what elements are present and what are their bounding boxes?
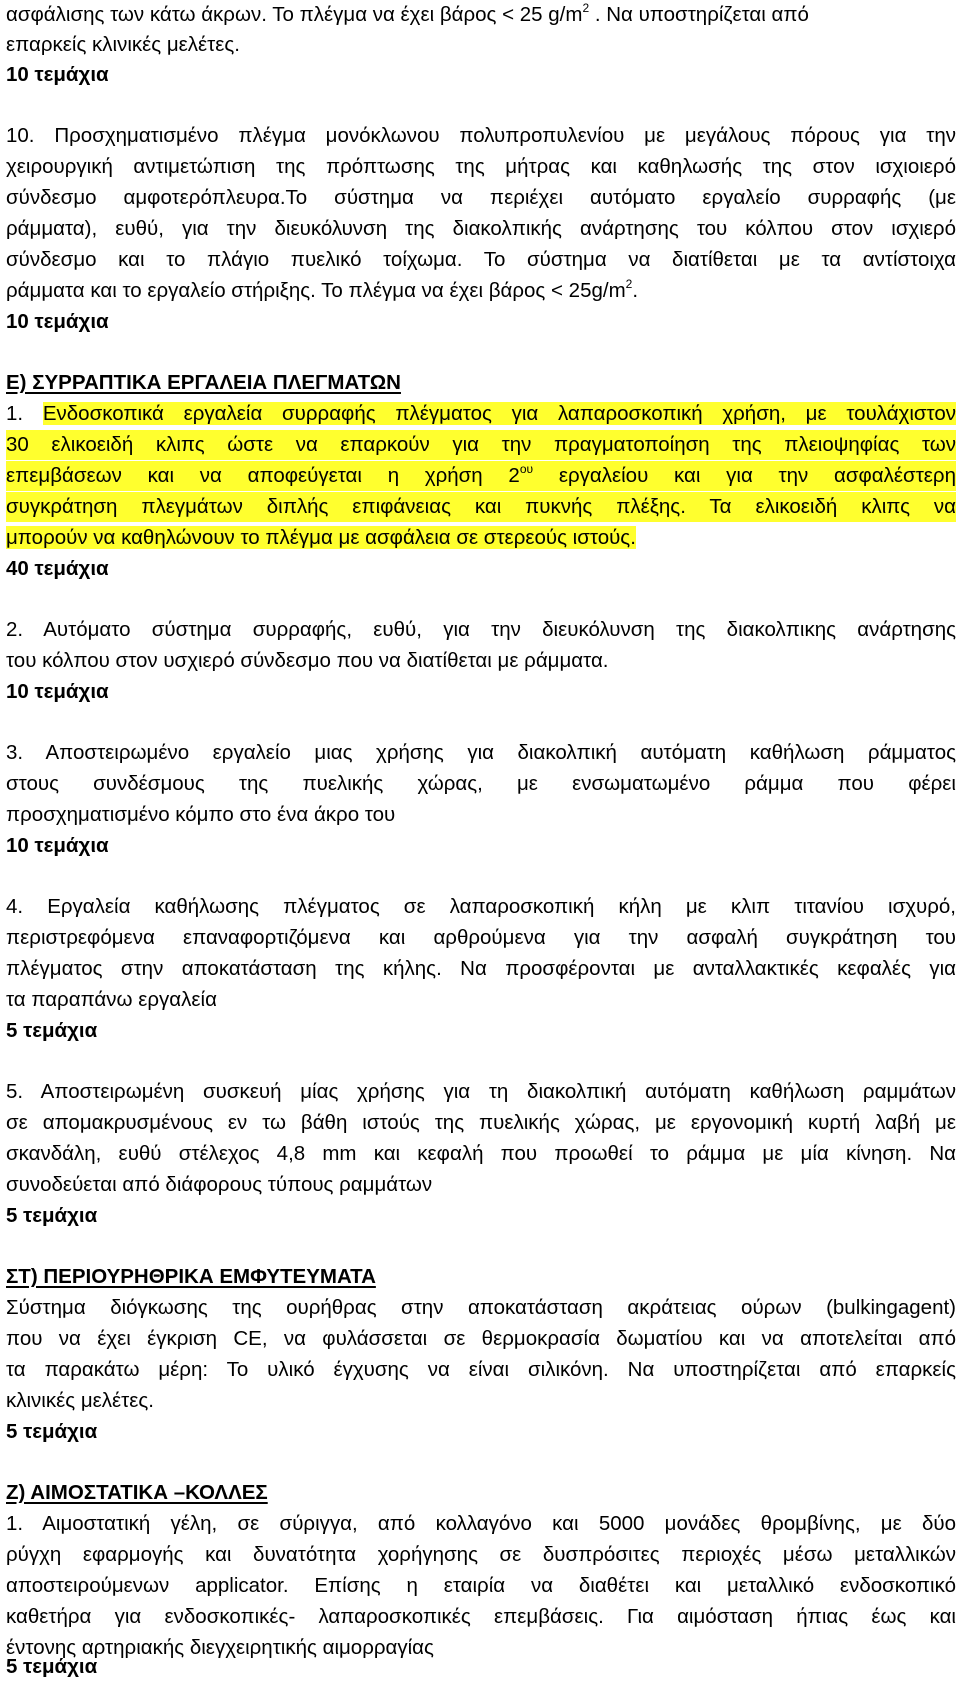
section-e-item4-line: τα παραπάνω εργαλεία bbox=[6, 988, 217, 1011]
item10-line: σύνδεσμο και το πλάγιο πυελικό τοίχωμα. Το σύστημα να διατίθεται με τα αντίστοιχα bbox=[6, 248, 956, 271]
section-e-item1-quantity: 40 τεμάχια bbox=[6, 557, 109, 580]
section-e-item1-line: 1. Ενδοσκοπικά εργαλεία συρραφής πλέγματος για λαπαροσκοπική χρήση, με τουλάχιστον bbox=[6, 402, 956, 425]
section-st-heading: ΣΤ) ΠΕΡΙΟΥΡΗΘΡΙΚΑ ΕΜΦΥΤΕΥΜΑΤΑ bbox=[6, 1265, 376, 1288]
section-e-item4-line: 4. Εργαλεία καθήλωσης πλέγματος σε λαπαροσκοπική κήλη με κλιπ τιτανίου ισχυρό, bbox=[6, 895, 956, 918]
item10-quantity: 10 τεμάχια bbox=[6, 310, 109, 333]
prev-item-line: ασφάλισης των κάτω άκρων. Το πλέγμα να έχει βάρος < 25 $g/m^2$ . Να υποστηρίζεται από bbox=[6, 1, 809, 26]
section-z-line: έντονης αρτηριακής διεγχειρητικής αιμορραγίας bbox=[6, 1636, 434, 1659]
section-e-item2-line: 2. Αυτόματο σύστημα συρραφής, ευθύ, για την διευκόλυνση της διακολπικης ανάρτησης bbox=[6, 618, 956, 641]
section-z-line: ρύγχη εφαρμογής και δυνατότητα χορήγησης σε δυσπρόσιτες περιοχές μέσω μεταλλικών bbox=[6, 1543, 956, 1566]
section-z-quantity: 5 τεμάχια bbox=[6, 1655, 98, 1678]
section-st-line: τα παρακάτω μέρη: Το υλικό έγχυσης να είναι σιλικόνη. Να υποστηρίζεται από επαρκείς bbox=[6, 1358, 956, 1381]
section-z-heading: Ζ) ΑΙΜΟΣΤΑΤΙΚΑ –ΚΟΛΛΕΣ bbox=[6, 1481, 268, 1504]
section-z-line: καθετήρα για ενδοσκοπικές- λαπαροσκοπικές επεμβάσεις. Για αιμόσταση ήπιας έως και bbox=[6, 1605, 956, 1628]
item10-line: ράμματα και το εργαλείο στήριξης. Το πλέγμα να έχει $\beta ά\rho o\varsigma < 25g/m^2$. bbox=[6, 277, 639, 302]
section-st-line: που να έχει έγκριση CE, να φυλάσσεται σε θερμοκρασία δωματίου και να αποτελείται από bbox=[6, 1327, 956, 1350]
section-e-item4-line: περιστρεφόμενα επαναφορτιζόμενα και αρθρούμενα για την ασφαλή συγκράτηση του bbox=[6, 926, 956, 949]
section-e-item1-line: συγκράτηση πλεγμάτων διπλής επιφάνειας και πυκνής πλέξης. Τα ελικοειδή κλιπς να bbox=[6, 492, 956, 522]
section-e-item4-quantity: 5 τεμάχια bbox=[6, 1019, 98, 1042]
item10-line: χειρουργική αντιμετώπιση της πρόπτωσης της μήτρας και καθηλωσής της στον ισχιοιερό bbox=[6, 155, 956, 178]
item10-line: σύνδεσμο αμφοτερόπλευρα.Το σύστημα να περιέχει αυτόματο εργαλείο συρραφής (με bbox=[6, 186, 956, 209]
section-e-item2-quantity: 10 τεμάχια bbox=[6, 680, 109, 703]
section-e-item3-quantity: 10 τεμάχια bbox=[6, 834, 109, 857]
section-e-item3-line: προσχηματισμένο κόμπο στο ένα άκρο του bbox=[6, 803, 396, 826]
section-e-item1-line: μπορούν να καθηλώνουν το πλέγμα με ασφάλεια σε στερεούς ιστούς. bbox=[6, 526, 636, 549]
section-e-item5-line: συνοδεύεται από διάφορους τύπους ραμμάτων bbox=[6, 1173, 433, 1196]
section-e-item3-line: στους συνδέσμους της πυελικής χώρας, με ενσωματωμένο ράμμα που φέρει bbox=[6, 772, 956, 795]
prev-item-line: επαρκείς κλινικές μελέτες. bbox=[6, 33, 240, 56]
item10-line: 10. Προσχηματισμένο πλέγμα μονόκλωνου πολυπροπυλενίου με μεγάλους πόρους για την bbox=[6, 124, 956, 147]
section-z-line: 1. Αιμοστατική γέλη, σε σύριγγα, από κολλαγόνο και 5000 μονάδες θρομβίνης, με δύο bbox=[6, 1512, 956, 1535]
section-e-item4-line: πλέγματος στην αποκατάσταση της κήλης. Να προσφέρονται με ανταλλακτικές κεφαλές για bbox=[6, 957, 956, 980]
item10-line: ράμματα), ευθύ, για την διευκόλυνση της διακολπικής ανάρτησης του κόλπου στον ισχιερό bbox=[6, 217, 956, 240]
section-z-line: αποστειρούμενων applicator. Επίσης η εταιρία να διαθέτει και μεταλλικό ενδοσκοπικό bbox=[6, 1574, 956, 1597]
section-st-line: κλινικές μελέτες. bbox=[6, 1389, 154, 1412]
section-e-item5-quantity: 5 τεμάχια bbox=[6, 1204, 98, 1227]
section-e-heading: Ε) ΣΥΡΡΑΠΤΙΚΑ ΕΡΓΑΛΕΙΑ ΠΛΕΓΜΑΤΩΝ bbox=[6, 371, 401, 394]
section-e-item3-line: 3. Αποστειρωμένο εργαλείο μιας χρήσης για διακολπική αυτόματη καθήλωση ράμματος bbox=[6, 741, 956, 764]
section-e-item5-line: 5. Αποστειρωμένη συσκευή μίας χρήσης για τη διακολπική αυτόματη καθήλωση ραμμάτων bbox=[6, 1080, 956, 1103]
section-e-item1-line: 30 ελικοειδή κλιπς ώστε να επαρκούν για την πραγματοποίηση της πλειοψηφίας των bbox=[6, 430, 956, 460]
section-e-item1-line: επεμβάσεων και να αποφεύγεται η χρήση $2^{o\upsilon}$ εργαλείου και για την ασφαλέστερη bbox=[6, 461, 956, 491]
prev-item-quantity: 10 τεμάχια bbox=[6, 63, 109, 86]
section-st-quantity: 5 τεμάχια bbox=[6, 1420, 98, 1443]
section-e-item2-line: του κόλπου στον υσχιερό σύνδεσμο που να διατίθεται με ράμματα. bbox=[6, 649, 609, 672]
section-e-item5-line: σκανδάλη, ευθύ στέλεχος 4,8 mm και κεφαλή που προωθεί το ράμμα με μία κίνηση. Να bbox=[6, 1142, 956, 1165]
section-e-item5-line: σε απομακρυσμένους εν τω βάθη ιστούς της πυελικής χώρας, με εργονομική κυρτή λαβή με bbox=[6, 1111, 956, 1134]
section-st-line: Σύστημα διόγκωσης της ουρήθρας στην αποκατάσταση ακράτειας ούρων (bulkingagent) bbox=[6, 1296, 956, 1319]
